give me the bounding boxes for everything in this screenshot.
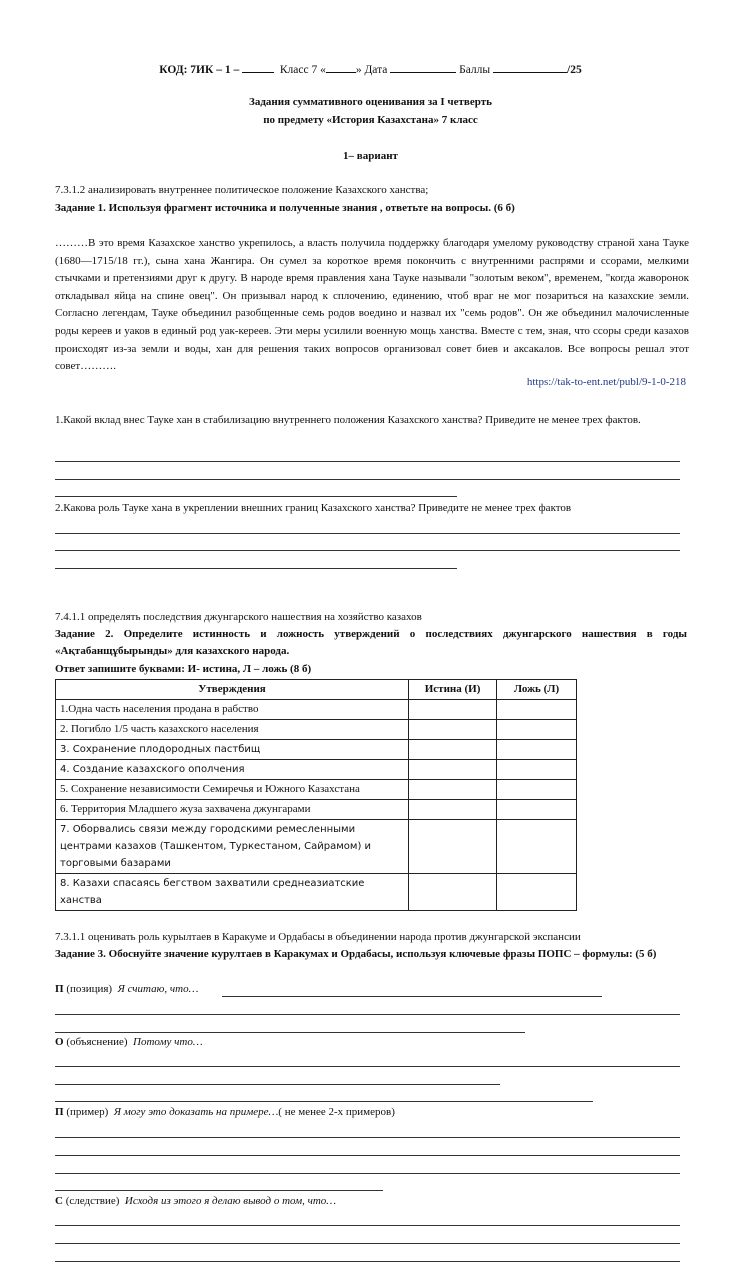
example-label: (пример) — [66, 1106, 109, 1118]
true-answer-cell[interactable] — [409, 780, 497, 800]
position-letter: П — [55, 983, 64, 995]
answer-line[interactable] — [55, 533, 680, 534]
position-label: (позиция) — [66, 983, 113, 995]
true-answer-cell[interactable] — [409, 800, 497, 820]
task1-source-link[interactable]: https://tak-to-ent.net/publ/9-1-0-218 — [526, 376, 686, 388]
task1-question1: 1.Какой вклад внес Тауке хан в стабилизацию внутреннего положения Казахского ханства? Приведите не менее трех фактов. — [55, 414, 641, 426]
statement-cell: 6. Территория Младшего жуза захвачена джунгарами — [56, 800, 409, 820]
answer-line[interactable] — [55, 1155, 680, 1156]
example-prompt: Я могу это доказать на примере… — [113, 1106, 279, 1118]
answer-line[interactable] — [55, 1261, 680, 1262]
explanation-prompt: Потому что… — [133, 1036, 203, 1048]
score-label: Баллы — [459, 64, 491, 76]
conclusion-letter: С — [55, 1195, 63, 1207]
table-row — [56, 800, 577, 820]
statement-cell: 4. Создание казахского ополчения — [56, 760, 409, 780]
true-answer-cell[interactable] — [409, 740, 497, 760]
explanation-letter: О — [55, 1036, 64, 1048]
answer-line[interactable] — [55, 1032, 525, 1033]
table-row — [56, 720, 577, 740]
code-label: КОД: 7ИК – 1 – — [159, 64, 240, 76]
false-answer-cell[interactable] — [497, 760, 577, 780]
false-answer-cell[interactable] — [497, 874, 577, 911]
position-prompt: Я считаю, что… — [117, 983, 199, 995]
conclusion-prompt: Исходя из этого я делаю вывод о том, что… — [124, 1195, 337, 1207]
table-row — [56, 760, 577, 780]
score-total: /25 — [567, 64, 582, 76]
table-row — [56, 780, 577, 800]
answer-line[interactable] — [55, 1173, 680, 1174]
table-header-row — [56, 680, 577, 700]
answer-line[interactable] — [55, 1101, 593, 1102]
example-letter: П — [55, 1106, 64, 1118]
statement-cell: 3. Сохранение плодородных пастбищ — [56, 740, 409, 760]
answer-line[interactable] — [55, 461, 680, 462]
answer-line[interactable] — [55, 1137, 680, 1138]
answer-line[interactable] — [55, 1243, 680, 1244]
conclusion-label: (следствие) — [65, 1195, 120, 1207]
col-header-false: Ложь (Л) — [497, 680, 577, 700]
statement-cell: 7. Оборвались связи между городскими ремесленными центрами казахов (Ташкентом, Туркестаном, Сайрамом) и торговыми базарами — [56, 820, 409, 874]
task2-instruction: Ответ запишите буквами: И- истина, Л – ложь (8 б) — [55, 663, 312, 675]
answer-line[interactable] — [55, 1084, 500, 1085]
col-header-true: Истина (И) — [409, 680, 497, 700]
answer-line[interactable] — [55, 1190, 383, 1191]
date-field[interactable] — [390, 62, 456, 73]
false-answer-cell[interactable] — [497, 800, 577, 820]
answer-line[interactable] — [55, 550, 680, 551]
score-field[interactable] — [493, 62, 567, 73]
variant-title: 1– вариант — [343, 150, 398, 162]
table-row — [56, 874, 577, 911]
false-answer-cell[interactable] — [497, 820, 577, 874]
true-answer-cell[interactable] — [409, 874, 497, 911]
task2-objective: 7.4.1.1 определять последствия джунгарского нашествия на хозяйство казахов — [55, 611, 422, 623]
task3-objective: 7.3.1.1 оценивать роль курылтаев в Каракуме и Ордабасы в объединении народа против джунгарской экспансии — [55, 931, 581, 943]
answer-line[interactable] — [55, 1014, 680, 1015]
header — [0, 62, 741, 76]
task3-heading: Задание 3. Обоснуйте значение курултаев в Каракумах и Ордабасы, используя ключевые фразы ПОПС – формулы: (5 б) — [55, 948, 657, 960]
table-row — [56, 820, 577, 874]
answer-line[interactable] — [55, 479, 680, 480]
class-label: Класс 7 « — [279, 64, 326, 76]
example-row — [55, 1106, 395, 1118]
task1-objective: 7.3.1.2 анализировать внутреннее политическое положение Казахского ханства; — [55, 184, 429, 196]
task1-source-text: ………В это время Казахское ханство укрепилось, а власть получила поддержку благодаря умелому руководству страной хана Тауке (1680—1715/18 гг.), сына хана Жангира. Он сумел за короткое время покончить с внутренними распрями и ссорами, мелкими стычками и претензиями друг к другу. В народе время правления хана Тауке называли "золотым веком", временем, "когда жаворонок откладывал яйца на спине овец". Он призывал народ к сплочению, единению, чтоб враг не мог позариться на казахские земли. Согласно легендам, Тауке объединил разобщенные семь родов воедино и назвал их "семь родов". Он же объединил малочисленные роды кереев и уаков в единый род уак-кереев. Эти меры усилили военную мощь ханства. Вместе с тем, зная, что ссоры среди казахов происходят из-за земли и воды, хан для решения таких вопросов организовал совет биев и аксакалов. Все вопросы решал этот совет………. — [55, 237, 689, 373]
statement-cell: 1.Одна часть населения продана в рабство — [56, 700, 409, 720]
table-row — [56, 700, 577, 720]
false-answer-cell[interactable] — [497, 720, 577, 740]
statement-cell: 2. Погибло 1/5 часть казахского населения — [56, 720, 409, 740]
statement-cell: 5. Сохранение независимости Семиречья и Южного Казахстана — [56, 780, 409, 800]
task1-heading: Задание 1. Используя фрагмент источника и полученные знания , ответьте на вопросы. (6 б) — [55, 202, 515, 214]
false-answer-cell[interactable] — [497, 700, 577, 720]
statements-table — [55, 679, 577, 911]
statement-cell: 8. Казахи спасаясь бегством захватили среднеазиатские ханства — [56, 874, 409, 911]
answer-line[interactable] — [222, 996, 602, 997]
example-note: ( не менее 2-х примеров) — [278, 1106, 395, 1118]
table-row — [56, 740, 577, 760]
false-answer-cell[interactable] — [497, 780, 577, 800]
doc-title-line2: по предмету «История Казахстана» 7 класс — [263, 114, 478, 126]
true-answer-cell[interactable] — [409, 720, 497, 740]
explanation-label: (объяснение) — [66, 1036, 128, 1048]
conclusion-row — [55, 1195, 336, 1207]
true-answer-cell[interactable] — [409, 820, 497, 874]
false-answer-cell[interactable] — [497, 740, 577, 760]
task1-question2: 2.Какова роль Тауке хана в укреплении внешних границ Казахского ханства? Приведите не менее трех фактов — [55, 502, 572, 514]
class-field[interactable] — [326, 62, 356, 73]
doc-title-line1: Задания суммативного оценивания за I четверть — [249, 96, 492, 108]
true-answer-cell[interactable] — [409, 700, 497, 720]
task2-heading: Задание 2. Определите истинность и ложность утверждений о последствиях джунгарского нашествия в годы «Ақтабанщұбырынды» для казахского народа. — [55, 628, 687, 657]
position-row — [55, 983, 198, 995]
true-answer-cell[interactable] — [409, 760, 497, 780]
answer-line[interactable] — [55, 496, 457, 497]
date-label: » Дата — [355, 64, 388, 76]
col-header-statements: Утверждения — [56, 680, 409, 700]
explanation-row — [55, 1036, 203, 1048]
answer-line[interactable] — [55, 1225, 680, 1226]
answer-line[interactable] — [55, 1066, 680, 1067]
answer-line[interactable] — [55, 568, 457, 569]
code-field[interactable] — [242, 62, 274, 73]
